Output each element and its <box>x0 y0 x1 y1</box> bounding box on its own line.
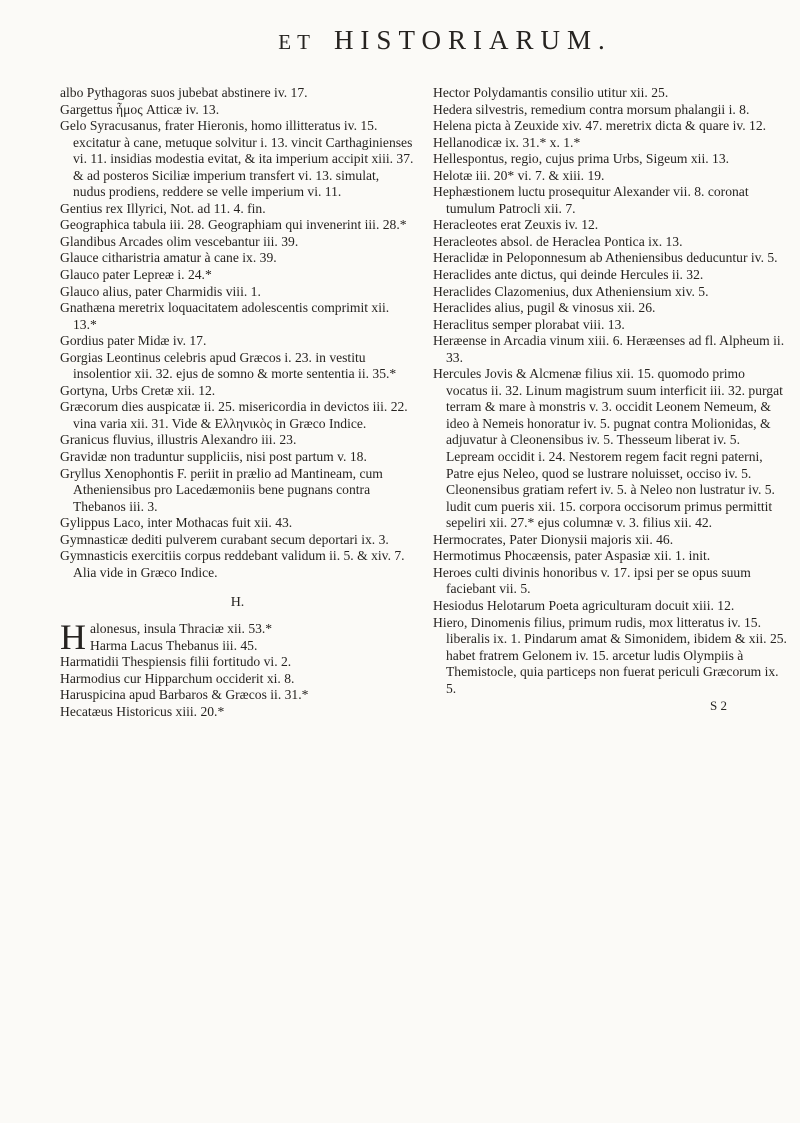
index-entry: Gnathæna meretrix loquacitatem adolescentis comprimit xii. 13.* <box>60 300 390 332</box>
index-entry: Gryllus Xenophontis F. periit in prælio ad Mantineam, cum Atheniensibus pro Lacedæmoniis bene pugnans contra Thebanos iii. 3. <box>60 465 383 514</box>
index-entry: Hector Polydamantis consilio utitur xii. 25. <box>433 85 669 100</box>
index-entry: Glauce citharistria amatur à cane ix. 39. <box>60 250 277 266</box>
index-entry: Gargettus ἦμος Atticæ iv. 13. <box>60 101 220 117</box>
right-entries <box>433 85 789 697</box>
index-entry: Hephæstionem luctu prosequitur Alexander vii. 8. coronat tumulum Patrocli xii. 7. <box>433 184 749 216</box>
index-entry: Hesiodus Helotarum Poeta agriculturam docuit xiii. 12. <box>433 597 735 613</box>
index-entry: Heraclidæ in Peloponnesum ab Atheniensibus deducuntur iv. 5. <box>433 250 778 266</box>
header-title: HISTORIARUM. <box>333 25 612 55</box>
index-entry: Glauco alius, pater Charmidis viii. 1. <box>60 283 261 299</box>
index-entry: Gelo Syracusanus, frater Hieronis, homo illitteratus iv. 15. excitatur à cane, metuque solvitur i. 13. vincit Carthaginienses vi. 11. insidias modestia evitat, & ita imperium accipit xiii. 37. & ad posteros Siciliæ imperium transfert vi. 13. simulat, nudus prodiens, reddere se velle imperium vi. 11. <box>60 118 414 200</box>
index-entry: Heroes culti divinis honoribus v. 17. ipsi per se opus suum faciebant vii. 5. <box>433 564 751 597</box>
index-entry: Glandibus Arcades olim vescebantur iii. 39. <box>60 233 299 249</box>
index-entry: Granicus fluvius, illustris Alexandro iii. 23. <box>60 432 297 448</box>
index-entry: Hercules Jovis & Alcmenæ filius xii. 15. quomodo primo vocatus ii. 32. Linum magistrum suum interficit iii. 32. purgat terram & mare à monstris v. 3. occidit Leonem Nemeum, & ideo à Nemeis honoratur iv. 5. pugnat contra Molionidas, & adjuvatur à Cleonensibus iv. 5. Thesseum liberat iv. 5. Lepream occidit i. 24. Nestorem regem facit regni paterni, Patre ejus Neleo, quod se lustrare noluisset, occiso iv. 5. Cleonensibus gratiam refert iv. 5. à Neleo non lustratur iv. 5. ludit cum pueris xii. 15. corpora occisorum primus permittit sepeliri xii. 27.* ejus columnæ v. 3. filius xii. 42. <box>433 366 783 531</box>
index-entry: Gorgias Leontinus celebris apud Græcos i. 23. in vestitu insolentior xii. 32. ejus de somno & morte sententia ii. 35.* <box>60 349 397 382</box>
index-entry: Hiero, Dinomenis filius, primum rudis, mox litteratus iv. 15. liberalis ix. 1. Pindarum amat & Simonidem, ibidem & xii. 25. habet fratrem Gelonem iv. 15. arcetur ludis Olympiis à Themistocle, quia particeps non fuerat periculi Græcorum ix. 5. <box>433 614 787 696</box>
index-entry: Gymnasticis exercitiis corpus reddebant validum ii. 5. & xiv. 7. Alia vide in Græco Indice. <box>60 548 405 580</box>
index-entry: Hellanodicæ ix. 31.* x. 1.* <box>433 134 581 150</box>
index-entry: Hellespontus, regio, cujus prima Urbs, Sigeum xii. 13. <box>433 151 730 167</box>
index-entry: Hecatæus Historicus xiii. 20.* <box>60 703 225 719</box>
drop-capital: H <box>60 616 86 657</box>
index-entry: Helotæ iii. 20* vi. 7. & xiii. 19. <box>433 167 605 183</box>
index-entry: Heræense in Arcadia vinum xiii. 6. Heræenses ad fl. Alpheum ii. 33. <box>433 333 785 365</box>
index-entry: Heracleotes absol. de Heraclea Pontica ix. 13. <box>433 233 683 249</box>
index-entry: Heracleotes erat Zeuxis iv. 12. <box>433 217 599 233</box>
index-entry: Hermocrates, Pater Dionysii majoris xii. 46. <box>433 531 674 547</box>
index-entry: Geographica tabula iii. 28. Geographiam qui invenerint iii. 28.* <box>60 217 407 233</box>
left-index-column <box>60 85 415 720</box>
h-entry-1: alonesus, insula Thraciæ xii. 53.* <box>90 620 273 636</box>
left-entries <box>60 85 415 581</box>
index-entry: Heraclitus semper plorabat viii. 13. <box>433 316 625 332</box>
index-entry: Gravidæ non traduntur suppliciis, nisi post partum v. 18. <box>60 449 367 465</box>
index-entry: Glauco pater Lepreæ i. 24.* <box>60 267 212 283</box>
index-entry: Gordius pater Midæ iv. 17. <box>60 333 207 349</box>
index-entry: Hermotimus Phocæensis, pater Aspasiæ xii. 1. init. <box>433 548 711 564</box>
index-entry: Harmatidii Thespiensis filii fortitudo vi. 2. <box>60 654 292 670</box>
header-prefix: ET <box>278 30 316 54</box>
index-entry: Gentius rex Illyrici, Not. ad 11. 4. fin. <box>60 200 266 216</box>
index-entry: Gylippus Laco, inter Mothacas fuit xii. 43. <box>60 515 293 531</box>
signature-mark: S 2 <box>710 698 727 714</box>
right-index-column <box>433 85 789 715</box>
running-header <box>90 22 800 60</box>
index-entry: albo Pythagoras suos jubebat abstinere iv. 17. <box>60 85 308 100</box>
h-entry-2: Harma Lacus Thebanus iii. 45. <box>90 637 258 653</box>
dropcap-block <box>60 616 415 657</box>
index-entry: Heraclides Clazomenius, dux Atheniensium xiv. 5. <box>433 283 709 299</box>
index-entry: Heraclides alius, pugil & vinosus xii. 26. <box>433 300 656 316</box>
index-entry: Gortyna, Urbs Cretæ xii. 12. <box>60 382 216 398</box>
index-entry: Helena picta à Zeuxide xiv. 47. meretrix dicta & quare iv. 12. <box>433 118 767 134</box>
section-heading-h: H. <box>230 595 245 611</box>
left-entries-after <box>60 654 415 720</box>
index-entry: Hedera silvestris, remedium contra morsum phalangii i. 8. <box>433 101 750 117</box>
index-entry: Gymnasticæ dediti pulverem curabant secum deportari ix. 3. <box>60 531 389 547</box>
index-entry: Harmodius cur Hipparchum occiderit xi. 8. <box>60 670 295 686</box>
index-entry: Græcorum dies auspicatæ ii. 25. misericordia in devictos iii. 22. vina varia xii. 31. Vide & Ελληνικὸς in Græco Indice. <box>60 399 408 431</box>
index-entry: Haruspicina apud Barbaros & Græcos ii. 31.* <box>60 687 309 703</box>
index-entry: Heraclides ante dictus, qui deinde Hercules ii. 32. <box>433 267 704 283</box>
